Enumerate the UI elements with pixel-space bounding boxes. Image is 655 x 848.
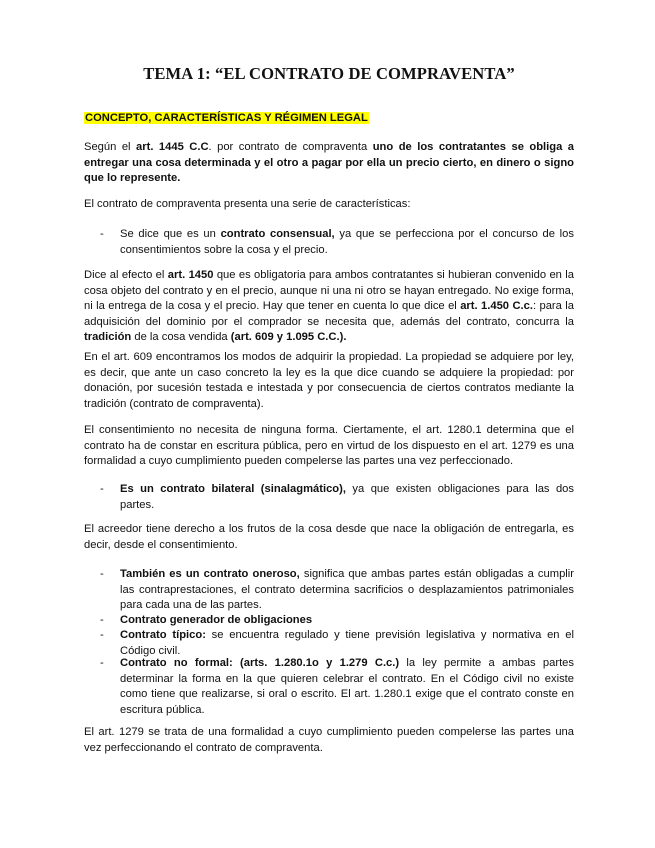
list-item-text: También es un contrato oneroso, significa que ambas partes están obligadas a cumplir las contraprestaciones, el contrato determina sacrificios o desplazamientos patrimoniales para cada una de las partes. <box>120 568 574 612</box>
paragraph-art-1279: El art. 1279 se trata de una formalidad a cuyo cumplimiento pueden compelerse las partes una vez perfeccionando el contrato de compraventa. <box>84 726 574 754</box>
document-title: TEMA 1: “EL CONTRATO DE COMPRAVENTA” <box>143 64 515 83</box>
list-dash: - <box>100 629 104 641</box>
section-heading <box>84 111 574 127</box>
paragraph-acreedor: El acreedor tiene derecho a los frutos de la cosa desde que nace la obligación de entregarla, es decir, desde el consentimiento. <box>84 523 574 551</box>
list-item-text: Se dice que es un contrato consensual, ya que se perfecciona por el concurso de los consentimientos sobre la cosa y el precio. <box>120 228 574 256</box>
list-item-text: Contrato no formal: (arts. 1.280.1o y 1.279 C.c.) la ley permite a ambas partes determinar la forma en la que quieren celebrar el contrato. En el Código civil no existe como tiene que realizarse, si oral o escrito. El art. 1.280.1 exige que el contrato conste en escritura pública. <box>120 657 574 716</box>
list-dash: - <box>100 568 104 580</box>
section-heading-highlight: CONCEPTO, CARACTERÍSTICAS Y RÉGIMEN LEGAL <box>85 112 368 124</box>
list-item-text: Contrato generador de obligaciones <box>120 614 313 626</box>
list-dash: - <box>100 228 104 240</box>
paragraph-art-609: En el art. 609 encontramos los modos de adquirir la propiedad. La propiedad se adquiere por ley, es decir, que ante un caso concreto la ley es la que dice cuando se adquiere la propiedad: por donación, por sucesión testada e intestada y por consecuencia de ciertos contratos mediante la tradición (contrato de compraventa). <box>84 351 574 410</box>
list-item-text: Es un contrato bilateral (sinalagmático), ya que existen obligaciones para las dos partes. <box>120 483 574 511</box>
paragraph-characteristics-intro: El contrato de compraventa presenta una serie de características: <box>84 198 411 210</box>
paragraph-consentimiento: El consentimiento no necesita de ninguna forma. Ciertamente, el art. 1280.1 determina que el contrato ha de constar en escritura pública, pero en virtud de los dispuesto en el art. 1279 es una formalidad a cuyo cumplimiento pueden compelerse las partes una vez perfeccionado. <box>84 424 574 468</box>
paragraph-definition: Según el art. 1445 C.C. por contrato de compraventa uno de los contratantes se obliga a entregar una cosa determinada y el otro a pagar por ella un precio cierto, en dinero o signo que lo represente. <box>84 141 575 185</box>
list-dash: - <box>100 657 104 669</box>
paragraph-art-1450: Dice al efecto el art. 1450 que es obligatoria para ambos contratantes si hubieran convenido en la cosa objeto del contrato y en el precio, aunque ni una ni otro se hayan entregado. No exige forma, ni la entrega de la cosa y el precio. Hay que tener en cuenta lo que dice el art. 1.450 C.c.: para la adquisición del dominio por el comprador se necesita que, además del contrato, concurra la tradición de la cosa vendida (art. 609 y 1.095 C.C.). <box>84 269 575 344</box>
list-item-text: Contrato típico: se encuentra regulado y tiene previsión legislativa y normativa en el Código civil. <box>120 629 574 657</box>
list-dash: - <box>100 614 104 626</box>
list-dash: - <box>100 483 104 495</box>
